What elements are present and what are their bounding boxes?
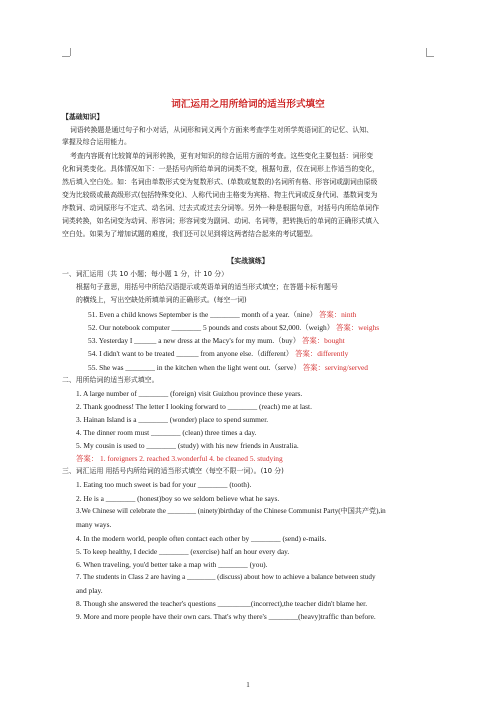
section-2-question-2: 2. Thank goodness! The letter I looking forward to ________ (reach) me at last. — [76, 402, 312, 411]
section-2-answers: 答案： 1. foreigners 2. reached 3.wonderful 4. be cleaned 5. studying — [76, 454, 283, 463]
section-3-question-3-line-2: many ways. — [76, 520, 112, 529]
question-51-text: 51. Even a child knows September is the ________ month of a year.（nine） — [88, 310, 318, 319]
question-54 — [88, 349, 348, 358]
section-3-question-6: 6. When traveling, you'd better take a map with ________ (you). — [76, 560, 268, 569]
basic-paragraph-2-line-5: 序数词、动词原形与不定式、动名词、过去式或过去分词等。另外一种是根据句意，对括号内所给单词作 — [62, 204, 379, 212]
section-2-title: 二、用所给词的适当形式填空。 — [62, 376, 159, 384]
section-3-question-8: 8. Though she answered the teacher's questions _________(incorrect),the teacher didn't blame her. — [76, 599, 368, 608]
section-3-question-3-line-1: 3.We Chinese will celebrate the ________ (ninety)birthday of the Chinese Communist Party(中国共产党),in — [76, 507, 386, 515]
question-55-text: 55. She was ________ in the kitchen when the light went out.（serve） — [88, 363, 301, 372]
basic-paragraph-1-line-2: 掌握及综合运用能力。 — [62, 138, 131, 146]
corner-mark-top-right-v — [426, 48, 427, 56]
section-3-title: 三、词汇运用 用括号内所给词的适当形式填空（每空不限一词）。(10 分) — [62, 467, 284, 475]
basic-paragraph-2-line-3: 然后填入空白处。如：名词由单数形式变为复数形式、(单数或复数的)名词所有格、形容词或副词由原级 — [62, 178, 378, 186]
page-number: 1 — [246, 681, 250, 689]
section-3-question-1: 1. Eating too much sweet is bad for your ________ (tooth). — [76, 480, 252, 489]
basic-paragraph-2-line-7: 空白处。如果为了增加试题的难度，我们还可以见到将这两者结合起来的考试题型。 — [62, 230, 317, 238]
answer-51: 答案：ninth — [318, 310, 357, 319]
basic-paragraph-2-line-2: 化和词类变化。具体情况如下：一是括号内所给单词的词类不变，根据句意，仅在词形上作适当的变化， — [62, 165, 379, 173]
section-2-question-1: 1. A large number of ________ (foreign) visit Guizhou province these years. — [76, 389, 303, 398]
answer-55: 答案：serving/served — [302, 363, 368, 372]
question-54-text: 54. I didn't want to be treated ______ from anyone else.（different） — [88, 349, 294, 358]
section-3-question-9: 9. More and more people have their own cars. That's why there's ________(heavy)traffic than before. — [76, 612, 376, 621]
answer-52: 答案：weighs — [335, 323, 380, 332]
corner-mark-top-left-v — [70, 48, 71, 56]
basic-paragraph-2-line-6: 词类转换，如名词变为动词、形容词；形容词变为副词、动词、名词等，把转换后的单词的正确形式填入 — [62, 217, 379, 225]
basic-paragraph-2-line-1: 考查内容既有比较简单的词形转换，更有对知识的综合运用方面的考查。这些变化主要包括：词形变 — [70, 152, 374, 160]
answer-54: 答案：differently — [295, 349, 349, 358]
question-53 — [88, 336, 345, 345]
corner-mark-top-right — [426, 56, 434, 57]
question-55 — [88, 363, 368, 372]
basic-paragraph-1-line-1: 词语转换题是通过句子和小对话，从词形和词义两个方面来考查学生对所学英语词汇的记忆、认知、 — [70, 126, 374, 134]
section-2-question-3: 3. Hainan Island is a ________ (wonder) place to spend summer. — [76, 415, 269, 424]
section-3-question-5: 5. To keep healthy, I decide ________ (exercise) half an hour every day. — [76, 547, 290, 556]
section-1-intro-line-2: 的横线上，写出空缺处所填单词的正确形式。(每空一词) — [76, 296, 247, 304]
question-53-text: 53. Yesterday I ______ a new dress at the Macy's for my mum.（buy） — [88, 336, 301, 345]
section-3-question-7-line-2: and play. — [76, 586, 103, 595]
section-2-question-5: 5. My cousin is used to ________ (study) with his new friends in Australia. — [76, 441, 299, 450]
section-3-question-4: 4. In the modern world, people often contact each other by ________ (send) e-mails. — [76, 534, 327, 543]
section-3-question-7-line-1: 7. The students in Class 2 are having a ________ (discuss) about how to achieve a balance between study — [76, 573, 376, 581]
section-1-intro-line-1: 根据句子意思，用括号中所给汉语提示或英语单词的适当形式填空；在答题卡标有题号 — [76, 283, 338, 291]
page-title: 词汇运用之用所给词的适当形式填空 — [171, 99, 325, 110]
corner-mark-top-left — [62, 56, 70, 57]
practice-heading: 【实战演练】 — [227, 257, 269, 265]
question-52 — [88, 323, 379, 332]
basic-paragraph-2-line-4: 变为比较级或最高级形式(包括特殊变化)、人称代词由主格变为宾格、物主代词或反身代词、基数词变为 — [62, 191, 378, 199]
question-52-text: 52. Our notebook computer ________ 5 pounds and costs about $2,000.（weigh） — [88, 323, 335, 332]
basic-heading: 【基础知识】 — [62, 113, 104, 121]
question-51 — [88, 310, 356, 319]
section-1-title: 一、词汇运用（共 10 小题；每小题 1 分，计 10 分） — [62, 270, 228, 278]
section-3-question-2: 2. He is a ________ (honest)boy so we seldom believe what he says. — [76, 494, 280, 503]
answer-53: 答案：bought — [302, 336, 345, 345]
section-2-question-4: 4. The dinner room must ________ (clean) three times a day. — [76, 428, 257, 437]
